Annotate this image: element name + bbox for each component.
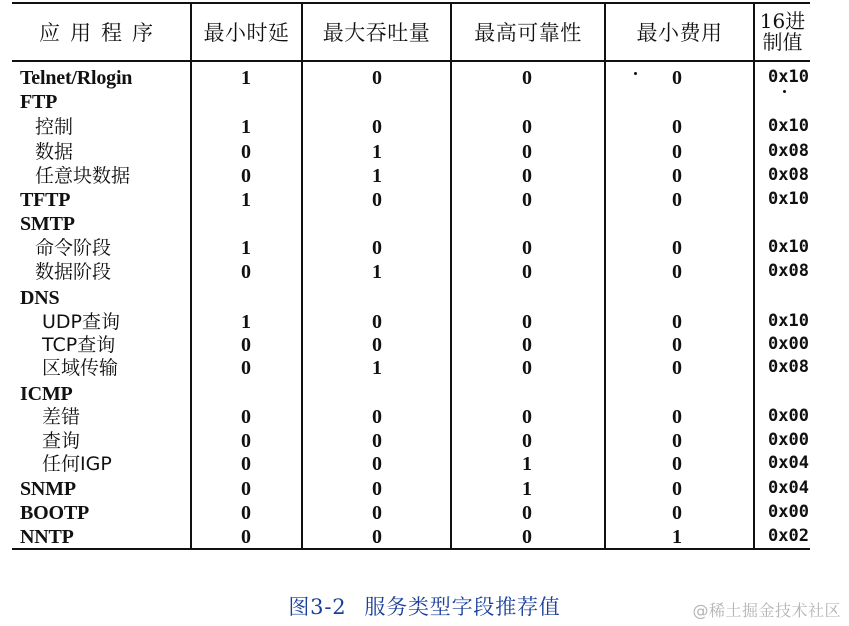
row-max-reliability-value: 0	[522, 189, 532, 211]
row-min-delay-value: 1	[241, 67, 251, 89]
row-max-throughput-value: 1	[372, 357, 382, 379]
row-hex-value: 0x10	[768, 311, 809, 331]
row-min-cost-value: 0	[672, 165, 682, 187]
row-hex-value: 0x04	[768, 478, 809, 498]
table-row	[12, 66, 810, 90]
row-max-reliability-value: 0	[522, 357, 532, 379]
row-min-delay-value	[226, 90, 266, 114]
row-max-throughput-value: 0	[372, 116, 382, 138]
row-hex-value: 0x00	[768, 430, 809, 450]
row-min-cost-value: 0	[672, 502, 682, 524]
row-application-name: 差错	[42, 406, 81, 428]
row-max-reliability-value: 0	[522, 237, 532, 259]
row-min-cost-value: 0	[672, 141, 682, 163]
row-max-throughput-value: 0	[372, 311, 382, 333]
row-application-name: ICMP	[20, 383, 73, 405]
row-max-throughput-value: 1	[372, 141, 382, 163]
row-hex-value: 0x10	[768, 237, 809, 257]
row-min-cost-value	[657, 90, 697, 114]
table-row	[12, 90, 810, 114]
row-min-cost-value: 0	[672, 67, 682, 89]
row-max-reliability-value: 0	[522, 334, 532, 356]
row-min-cost-value: 0	[672, 453, 682, 475]
table-row	[12, 382, 810, 406]
row-min-delay-value: 0	[241, 502, 251, 524]
row-application-name: SNMP	[20, 478, 76, 500]
row-max-throughput-value	[357, 90, 397, 114]
row-min-cost-value: 1	[672, 526, 682, 548]
row-application-name: TCP查询	[42, 334, 116, 356]
row-application-name: 任意块数据	[35, 165, 131, 187]
row-min-delay-value: 0	[241, 334, 251, 356]
table-row	[12, 310, 810, 334]
header-min-cost: 最小费用	[636, 21, 723, 45]
row-min-delay-value: 1	[241, 116, 251, 138]
row-min-cost-value: 0	[672, 237, 682, 259]
row-min-delay-value: 1	[241, 311, 251, 333]
row-application-name: 任何IGP	[42, 453, 112, 475]
table-row	[12, 212, 810, 236]
row-max-throughput-value: 0	[372, 453, 382, 475]
header-application: 应用程序	[39, 21, 163, 45]
table-row	[12, 286, 810, 310]
row-min-delay-value	[226, 212, 266, 236]
row-hex-value: 0x02	[768, 526, 809, 546]
row-max-reliability-value: 0	[522, 67, 532, 89]
row-hex-value: 0x10	[768, 116, 809, 136]
row-max-throughput-value: 0	[372, 334, 382, 356]
row-max-throughput-value	[357, 382, 397, 406]
table-row	[12, 260, 810, 284]
row-hex-value: 0x08	[768, 261, 809, 281]
row-hex-value: 0x08	[768, 357, 809, 377]
row-min-delay-value: 1	[241, 237, 251, 259]
row-max-throughput-value: 0	[372, 430, 382, 452]
row-max-reliability-value: 0	[522, 526, 532, 548]
row-min-delay-value: 0	[241, 165, 251, 187]
row-min-delay-value: 0	[241, 430, 251, 452]
row-min-cost-value	[657, 382, 697, 406]
table-row	[12, 452, 810, 476]
row-application-name: 命令阶段	[35, 237, 112, 259]
row-min-delay-value: 0	[241, 526, 251, 548]
row-max-reliability-value: 0	[522, 502, 532, 524]
table-row	[12, 115, 810, 139]
row-application-name: 区域传输	[42, 357, 119, 379]
row-hex-value: 0x04	[768, 453, 809, 473]
table-top-rule	[12, 2, 810, 4]
row-application-name: DNS	[20, 287, 60, 309]
row-application-name: 控制	[35, 116, 74, 138]
header-max-reliability: 最高可靠性	[474, 21, 582, 45]
row-min-cost-value	[657, 286, 697, 310]
row-min-delay-value	[226, 286, 266, 310]
row-min-cost-value: 0	[672, 189, 682, 211]
row-max-throughput-value: 1	[372, 261, 382, 283]
row-application-name: TFTP	[20, 189, 71, 211]
row-max-reliability-value: 0	[522, 141, 532, 163]
row-max-throughput-value: 1	[372, 165, 382, 187]
table-row	[12, 140, 810, 164]
row-max-throughput-value: 0	[372, 478, 382, 500]
row-max-reliability-value: 1	[522, 478, 532, 500]
header-hex-value-text: 16进制值	[759, 9, 806, 54]
row-min-cost-value: 0	[672, 334, 682, 356]
row-application-name: Telnet/Rlogin	[20, 67, 133, 89]
row-hex-value: 0x08	[768, 165, 809, 185]
row-min-delay-value: 1	[241, 189, 251, 211]
table-row	[12, 188, 810, 212]
row-min-cost-value: 0	[672, 116, 682, 138]
row-max-reliability-value	[507, 382, 547, 406]
table-row	[12, 477, 810, 501]
row-hex-value: 0x10	[768, 189, 809, 209]
figure-title: 服务类型字段推荐值	[364, 595, 561, 619]
row-application-name: BOOTP	[20, 502, 90, 524]
row-min-delay-value: 0	[241, 406, 251, 428]
row-hex-value: 0x00	[768, 502, 809, 522]
row-min-cost-value: 0	[672, 261, 682, 283]
table-row	[12, 405, 810, 429]
row-max-reliability-value	[507, 90, 547, 114]
row-max-reliability-value: 0	[522, 261, 532, 283]
row-max-reliability-value: 0	[522, 311, 532, 333]
row-application-name: UDP查询	[42, 311, 120, 333]
row-hex-value: 0x08	[768, 141, 809, 161]
row-min-delay-value: 0	[241, 141, 251, 163]
row-min-delay-value: 0	[241, 261, 251, 283]
row-max-throughput-value: 0	[372, 406, 382, 428]
row-max-reliability-value: 0	[522, 406, 532, 428]
row-application-name: NNTP	[20, 526, 74, 548]
row-hex-value: 0x10	[768, 67, 809, 87]
table-header-rule	[12, 60, 810, 62]
row-max-reliability-value	[507, 286, 547, 310]
table-row	[12, 429, 810, 453]
row-max-throughput-value	[357, 212, 397, 236]
header-hex-value	[755, 6, 810, 58]
row-max-throughput-value: 0	[372, 502, 382, 524]
row-min-cost-value: 0	[672, 357, 682, 379]
row-min-delay-value: 0	[241, 357, 251, 379]
header-max-throughput: 最大吞吐量	[322, 21, 431, 45]
row-min-cost-value: 0	[672, 406, 682, 428]
row-min-cost-value	[657, 212, 697, 236]
row-max-throughput-value: 0	[372, 237, 382, 259]
row-application-name: FTP	[20, 91, 58, 113]
table-row	[12, 164, 810, 188]
row-application-name: 数据	[35, 141, 74, 163]
table-row	[12, 525, 810, 549]
row-min-cost-value: 0	[672, 311, 682, 333]
row-application-name: 数据阶段	[35, 261, 112, 283]
figure-number: 图3-2	[288, 595, 347, 619]
watermark-text: @稀土掘金技术社区	[692, 601, 841, 620]
row-max-throughput-value: 0	[372, 526, 382, 548]
table-row	[12, 333, 810, 357]
header-min-delay: 最小时延	[203, 21, 290, 45]
row-max-throughput-value: 0	[372, 67, 382, 89]
row-min-cost-value: 0	[672, 478, 682, 500]
table-row	[12, 501, 810, 525]
row-max-reliability-value: 0	[522, 116, 532, 138]
row-min-delay-value	[226, 382, 266, 406]
row-min-cost-value: 0	[672, 430, 682, 452]
row-max-reliability-value: 1	[522, 453, 532, 475]
row-max-reliability-value: 0	[522, 430, 532, 452]
tos-recommendation-table	[12, 2, 810, 550]
row-hex-value: 0x00	[768, 406, 809, 426]
table-row	[12, 236, 810, 260]
row-application-name: 查询	[42, 430, 81, 452]
row-max-reliability-value	[507, 212, 547, 236]
row-max-throughput-value	[357, 286, 397, 310]
row-min-delay-value: 0	[241, 478, 251, 500]
row-max-throughput-value: 0	[372, 189, 382, 211]
row-max-reliability-value: 0	[522, 165, 532, 187]
table-row	[12, 356, 810, 380]
row-min-delay-value: 0	[241, 453, 251, 475]
row-hex-value: 0x00	[768, 334, 809, 354]
row-application-name: SMTP	[20, 213, 75, 235]
